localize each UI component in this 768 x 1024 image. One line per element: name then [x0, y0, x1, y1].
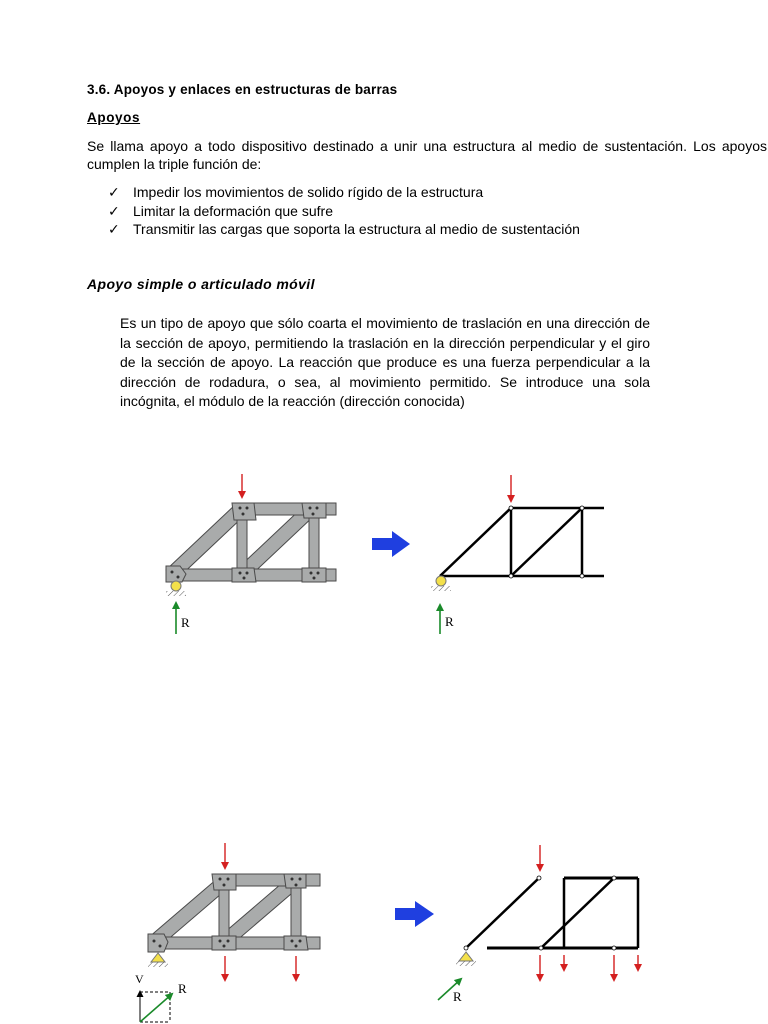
- reaction-label: R: [445, 614, 454, 629]
- truss-drawing-left-2: [140, 843, 320, 1022]
- reaction-label: R: [453, 989, 462, 1004]
- checkmark-icon: ✓: [108, 184, 120, 200]
- section-title: 3.6. Apoyos y enlaces en estructuras de barras: [87, 82, 398, 97]
- transform-arrow-icon: [372, 531, 410, 557]
- transform-arrow-icon: [395, 901, 434, 927]
- truss-diagram-right-1: [431, 475, 604, 634]
- subsection-title: Apoyos: [87, 110, 141, 125]
- support-type-title: Apoyo simple o articulado móvil: [87, 276, 315, 292]
- list-item-text: Limitar la deformación que sufre: [133, 202, 333, 219]
- truss-diagram-right-2: [438, 845, 638, 1000]
- reaction-label: R: [178, 981, 187, 996]
- list-item-text: Impedir los movimientos de solido rígido de la estructura: [133, 184, 484, 200]
- v-component-label: V: [135, 972, 144, 986]
- list-item-text: Transmitir las cargas que soporta la estructura al medio de sustentación: [133, 221, 580, 237]
- support-description: Es un tipo de apoyo que sólo coarta el movimiento de traslación en una dirección de la sección de apoyo, permitiendo la traslación en la dirección perpendicular y el giro de la sección de apoyo. La reacción que produce es una fuerza perpendicular a la dirección de rodadura, o sea, al movimiento permitido. Se introduce una sola incógnita, el módulo de la reacción (dirección conocida): [120, 315, 650, 409]
- truss-drawing-left-1: [166, 474, 336, 634]
- checkmark-icon: ✓: [108, 221, 120, 237]
- reaction-label: R: [181, 615, 190, 630]
- intro-paragraph: Se llama apoyo a todo dispositivo destinado a unir una estructura al medio de sustentación. Los apoyos cumplen la triple función de:: [87, 138, 767, 172]
- checkmark-icon: ✓: [108, 202, 120, 219]
